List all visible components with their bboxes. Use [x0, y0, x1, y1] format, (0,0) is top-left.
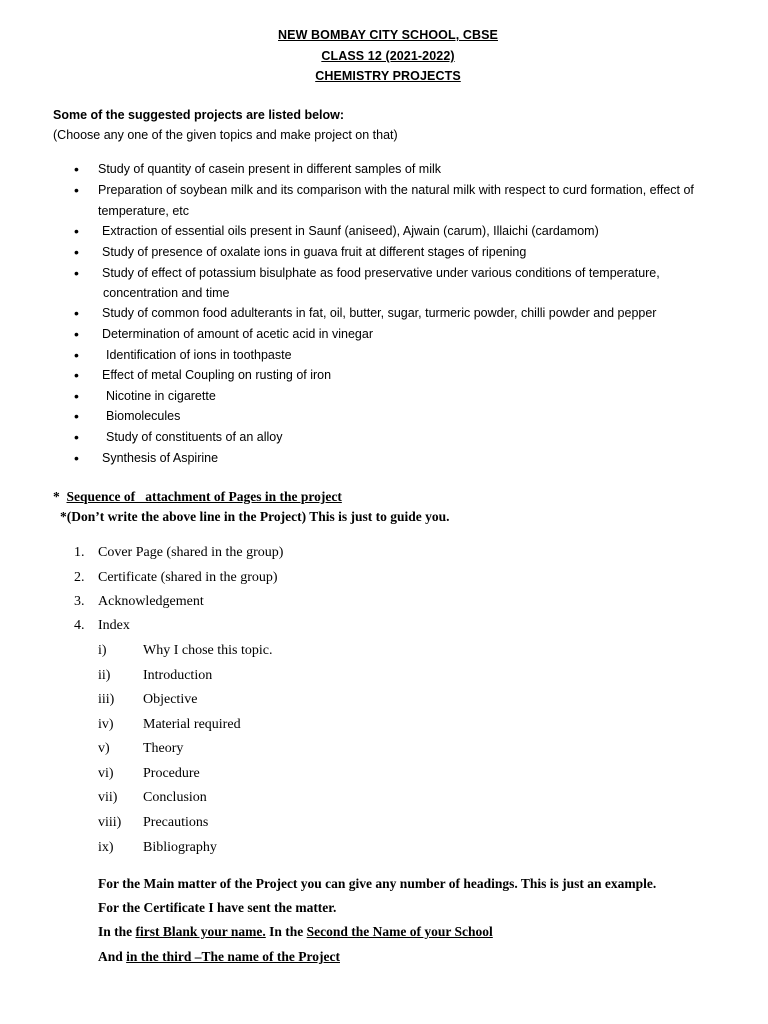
list-item-text: Study of constituents of an alloy	[106, 430, 283, 444]
index-item	[98, 741, 183, 757]
bullet-icon: •	[74, 182, 79, 198]
intro-heading: Some of the suggested projects are listed below:	[53, 108, 345, 122]
sequence-star: *	[53, 489, 60, 504]
list-item-text: concentration and time	[103, 286, 230, 300]
roman-numeral: viii)	[98, 815, 122, 830]
roman-numeral: ii)	[98, 668, 111, 683]
roman-numeral: i)	[98, 643, 107, 658]
list-item-text: Biomolecules	[106, 409, 181, 423]
index-text: Procedure	[143, 766, 200, 781]
item-number: 4.	[74, 618, 85, 633]
index-text: Bibliography	[143, 840, 217, 855]
bullet-icon: •	[74, 450, 79, 466]
roman-numeral: ix)	[98, 840, 114, 855]
roman-numeral: vi)	[98, 766, 114, 781]
index-item	[98, 692, 197, 708]
roman-numeral: vii)	[98, 790, 118, 805]
bullet-icon: •	[74, 161, 79, 177]
item-number: 1.	[74, 545, 85, 560]
index-item	[98, 815, 208, 831]
bullet-icon: •	[74, 244, 79, 260]
index-text: Introduction	[143, 668, 213, 683]
index-item	[98, 643, 272, 659]
numbered-item	[74, 618, 130, 634]
list-item-text: Study of presence of oxalate ions in guava fruit at different stages of ripening	[102, 245, 527, 259]
list-item-text: Determination of amount of acetic acid in vinegar	[102, 327, 373, 341]
bullet-icon: •	[74, 223, 79, 239]
index-item	[98, 668, 212, 684]
list-item-text: Preparation of soybean milk and its comparison with the natural milk with respect to curd formation, effect of	[98, 183, 694, 197]
list-item-text: Identification of ions in toothpaste	[106, 348, 292, 362]
list-item-text: Study of effect of potassium bisulphate as food preservative under various conditions of temperature,	[102, 266, 660, 280]
index-item	[98, 790, 207, 806]
index-item	[98, 717, 241, 733]
list-item-text: Study of common food adulterants in fat, oil, butter, sugar, turmeric powder, chilli powder and pepper	[102, 306, 657, 320]
intro-note: (Choose any one of the given topics and make project on that)	[53, 128, 398, 142]
certificate-note: For the Certificate I have sent the matter.	[98, 900, 337, 915]
bullet-icon: •	[74, 265, 79, 281]
numbered-item	[74, 545, 283, 561]
guide-note: *(Don’t write the above line in the Project) This is just to guide you.	[60, 509, 450, 524]
list-item-text: Study of quantity of casein present in different samples of milk	[98, 162, 442, 176]
index-text: Objective	[143, 692, 198, 707]
bullet-icon: •	[74, 429, 79, 445]
list-item-text: Nicotine in cigarette	[106, 389, 216, 403]
document-title: CHEMISTRY PROJECTS	[315, 69, 461, 83]
class-year: CLASS 12 (2021-2022)	[321, 49, 455, 63]
bullet-icon: •	[74, 388, 79, 404]
index-item	[98, 766, 200, 782]
bullet-icon: •	[74, 347, 79, 363]
item-text: Acknowledgement	[98, 594, 204, 609]
third-prefix: And	[98, 949, 127, 964]
sequence-heading	[53, 489, 342, 505]
item-text: Cover Page (shared in the group)	[98, 545, 284, 560]
roman-numeral: iii)	[98, 692, 115, 707]
bullet-icon: •	[74, 305, 79, 321]
list-item-text: Extraction of essential oils present in Saunf (aniseed), Ajwain (carum), Illaichi (cardamom)	[102, 224, 599, 238]
index-text: Why I chose this topic.	[143, 643, 273, 658]
sequence-heading-text: Sequence of attachment of Pages in the project	[66, 489, 342, 504]
index-item	[98, 840, 217, 856]
item-text: Certificate (shared in the group)	[98, 570, 278, 585]
list-item-text: Effect of metal Coupling on rusting of iron	[102, 368, 332, 382]
blanks-mid: In the	[265, 924, 307, 939]
school-name: NEW BOMBAY CITY SCHOOL, CBSE	[278, 28, 498, 42]
blank-first-text: first Blank your name.	[135, 924, 266, 939]
bullet-icon: •	[74, 326, 79, 342]
item-text: Index	[98, 618, 130, 633]
roman-numeral: v)	[98, 741, 110, 756]
list-item-text: temperature, etc	[98, 204, 190, 218]
roman-numeral: iv)	[98, 717, 114, 732]
bullet-icon: •	[74, 408, 79, 424]
blank-second-text: Second the Name of your School	[306, 924, 493, 939]
numbered-item	[74, 594, 204, 610]
index-text: Material required	[143, 717, 241, 732]
third-blank-text: in the third –The name of the Project	[126, 949, 340, 964]
blanks-prefix: In the	[98, 924, 136, 939]
index-text: Precautions	[143, 815, 209, 830]
item-number: 3.	[74, 594, 85, 609]
item-number: 2.	[74, 570, 85, 585]
index-text: Theory	[143, 741, 184, 756]
bullet-icon: •	[74, 367, 79, 383]
list-item-text: Synthesis of Aspirine	[102, 451, 219, 465]
index-text: Conclusion	[143, 790, 207, 805]
numbered-item	[74, 570, 278, 586]
main-matter-note: For the Main matter of the Project you can give any number of headings. This is just an example.	[98, 876, 657, 891]
third-blank-note	[98, 949, 340, 965]
blanks-note	[98, 924, 493, 940]
